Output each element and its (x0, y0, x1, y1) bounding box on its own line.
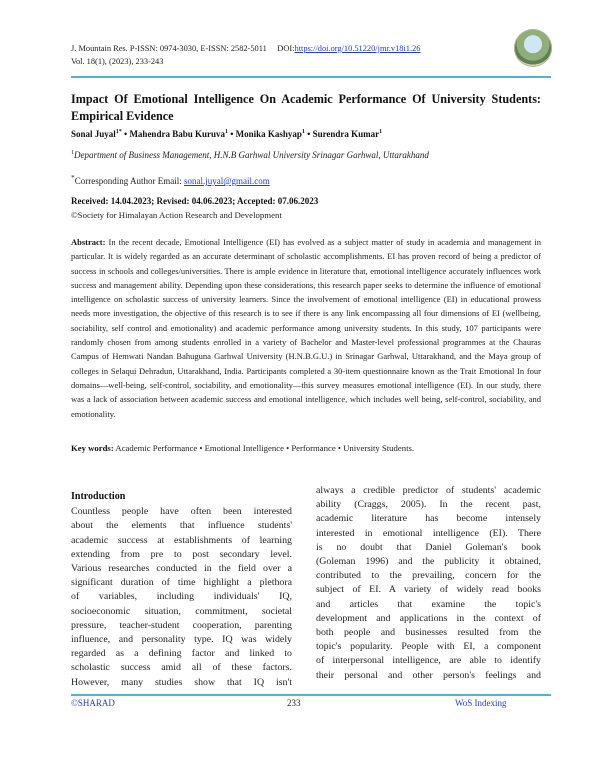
author-affil-mark: 1 (301, 129, 305, 135)
author-list (71, 129, 382, 139)
footer-publisher: ©SHARAD (71, 698, 115, 708)
affiliation-text: Department of Business Management, H.N.B Garhwal University Srinagar Garhwal, Uttarakhand (74, 150, 429, 160)
affiliation-mark: 1 (71, 150, 74, 156)
corresponding-mark: * (71, 173, 75, 182)
author-name: Sonal Juyal (71, 129, 116, 139)
footer-divider (71, 694, 551, 696)
affiliation (71, 150, 429, 160)
author-separator: • (227, 129, 236, 139)
section-heading-introduction: Introduction (71, 491, 126, 502)
page-number: 233 (287, 698, 301, 708)
author-separator: • (121, 129, 130, 139)
body-line: scholastic success amid all of these factors. (71, 662, 292, 674)
body-line: topic's popularity. People with EI, a component (316, 641, 541, 653)
body-line: pressure, teacher-student cooperation, parenting (71, 619, 292, 631)
body-line: of interpersonal intelligence, are able to identify (316, 655, 541, 667)
body-line: influence, and personality type. IQ was widely (71, 634, 292, 646)
body-column-left (71, 490, 292, 690)
author-affil-mark: 1 (224, 129, 228, 135)
body-line: both people and businesses resulted from the (316, 627, 541, 639)
keywords-text: Academic Performance • Emotional Intelligence • Performance • University Students. (115, 443, 415, 453)
body-line: (Goleman 1996) and the publicity it obtained, (316, 556, 541, 568)
body-line: academic success at establishments of learning (71, 534, 292, 546)
body-line: is no doubt that Daniel Goleman's book (316, 541, 541, 553)
corresponding-label: Corresponding Author Email: (74, 176, 184, 186)
body-line: of variables, including individuals' IQ, (71, 591, 292, 603)
body-line: However, many studies show that IQ isn't (71, 676, 292, 688)
body-line: subject of EI. A variety of widely read books (316, 584, 541, 596)
body-column-right (316, 484, 541, 683)
journal-seal-logo-icon (514, 29, 552, 67)
body-line: significant duration of time highlight a plethora (71, 577, 292, 589)
author-affil-mark: 1* (115, 129, 122, 135)
header-divider (71, 76, 551, 78)
body-line: always a credible predictor of students' academic (316, 485, 541, 496)
body-line: academic literature has become intensely (316, 513, 541, 525)
abstract (71, 235, 541, 421)
doi-link[interactable]: https://doi.org/10.51220/jmr.v18i1.26 (294, 44, 421, 53)
author-separator: • (304, 129, 313, 139)
author-name: Monika Kashyap (235, 129, 302, 139)
copyright-society: ©Society for Himalayan Action Research and Development (71, 210, 282, 220)
abstract-label: Abstract: (71, 237, 106, 247)
corresponding-email-link[interactable]: sonal.juyal@gmail.com (184, 176, 270, 186)
body-line: contributed to the prevailing, concern for the (316, 570, 541, 582)
author-name: Surendra Kumar (312, 129, 380, 139)
body-line: development and applications in the context of (316, 612, 541, 624)
volume-line: Vol. 18(1), (2023), 233-243 (71, 57, 164, 66)
author-name: Mahendra Babu Kuruva (129, 129, 225, 139)
body-line: about the elements that influence students' (71, 520, 292, 532)
body-line: ability (Craggs, 2005). In the recent past, (316, 499, 541, 511)
author-affil-mark: 1 (379, 129, 383, 135)
journal-issn-line (71, 42, 511, 55)
body-line: interested in emotional intelligence (EI). There (316, 527, 541, 539)
body-line: regarded as a defining factor and linked to (71, 648, 292, 660)
body-line: extending from pre to post secondary level. (71, 548, 292, 560)
body-line: their personal and other person's feelings and (316, 669, 541, 681)
journal-header (71, 42, 511, 68)
corresponding-author (71, 173, 270, 186)
footer-indexing: WoS Indexing (455, 698, 507, 708)
publication-dates: Received: 14.04.2023; Revised: 04.06.2023; Accepted: 07.06.2023 (71, 196, 319, 206)
abstract-text: In the recent decade, Emotional Intelligence (EI) has evolved as a subject matter of study in academia and management in particular. It is widely regarded as an accurate determinant of scholastic accomplishments. EI has proven record of being a predictor of success in schools and colleges/universities. There is ample evidence in literature that, emotional intelligence accurately influences work success and management ability. Depending upon these considerations, this research paper seeks to determine the influence of emotional intelligence on scholastic success of university learners. Since the involvement of emotional intelligence (EI) in educational prowess needs more investigation, the objective of this research is to see if there is any link encompassing all four dimensions of EI (wellbeing, sociability, self control and emotionality) and academic performance among university students. In this study, 107 participants were randomly chosen from among students enrolled in a variety of Bachelor and Master-level professional programmes at the Chauras Campus of Hemwati Nandan Bahuguna Garhwal University (H.N.B.G.U.) in Srinagar Garhwal, Uttarakhand, and the Maya group of colleges in Selaqui Dehradun, Uttarakhand, India. Participants completed a 30-item questionnaire known as the Trait Emotional In four domains—well-being, self-control, sociability, and emotionality—this survey measures emotional intelligence (EI). In our study, there was a lack of association between academic success and emotional intelligence, which includes well being, self-control, sociability, and emotionality. (71, 237, 542, 419)
body-line: and articles that examine the topic's (316, 598, 541, 610)
doi-label: DOI: (277, 44, 295, 53)
body-line: Various researches conducted in the field over a (71, 563, 292, 575)
article-title: Impact Of Emotional Intelligence On Academic Performance Of University Students: Empirical Evidence (71, 92, 541, 123)
keywords-label: Key words: (71, 443, 114, 453)
body-line: Countless people have often been interested (71, 506, 292, 518)
body-line: socioeconomic situation, commitment, societal (71, 605, 292, 617)
journal-issn: J. Mountain Res. P-ISSN: 0974-3030, E-ISSN: 2582-5011 (71, 44, 267, 53)
keywords (71, 443, 541, 453)
